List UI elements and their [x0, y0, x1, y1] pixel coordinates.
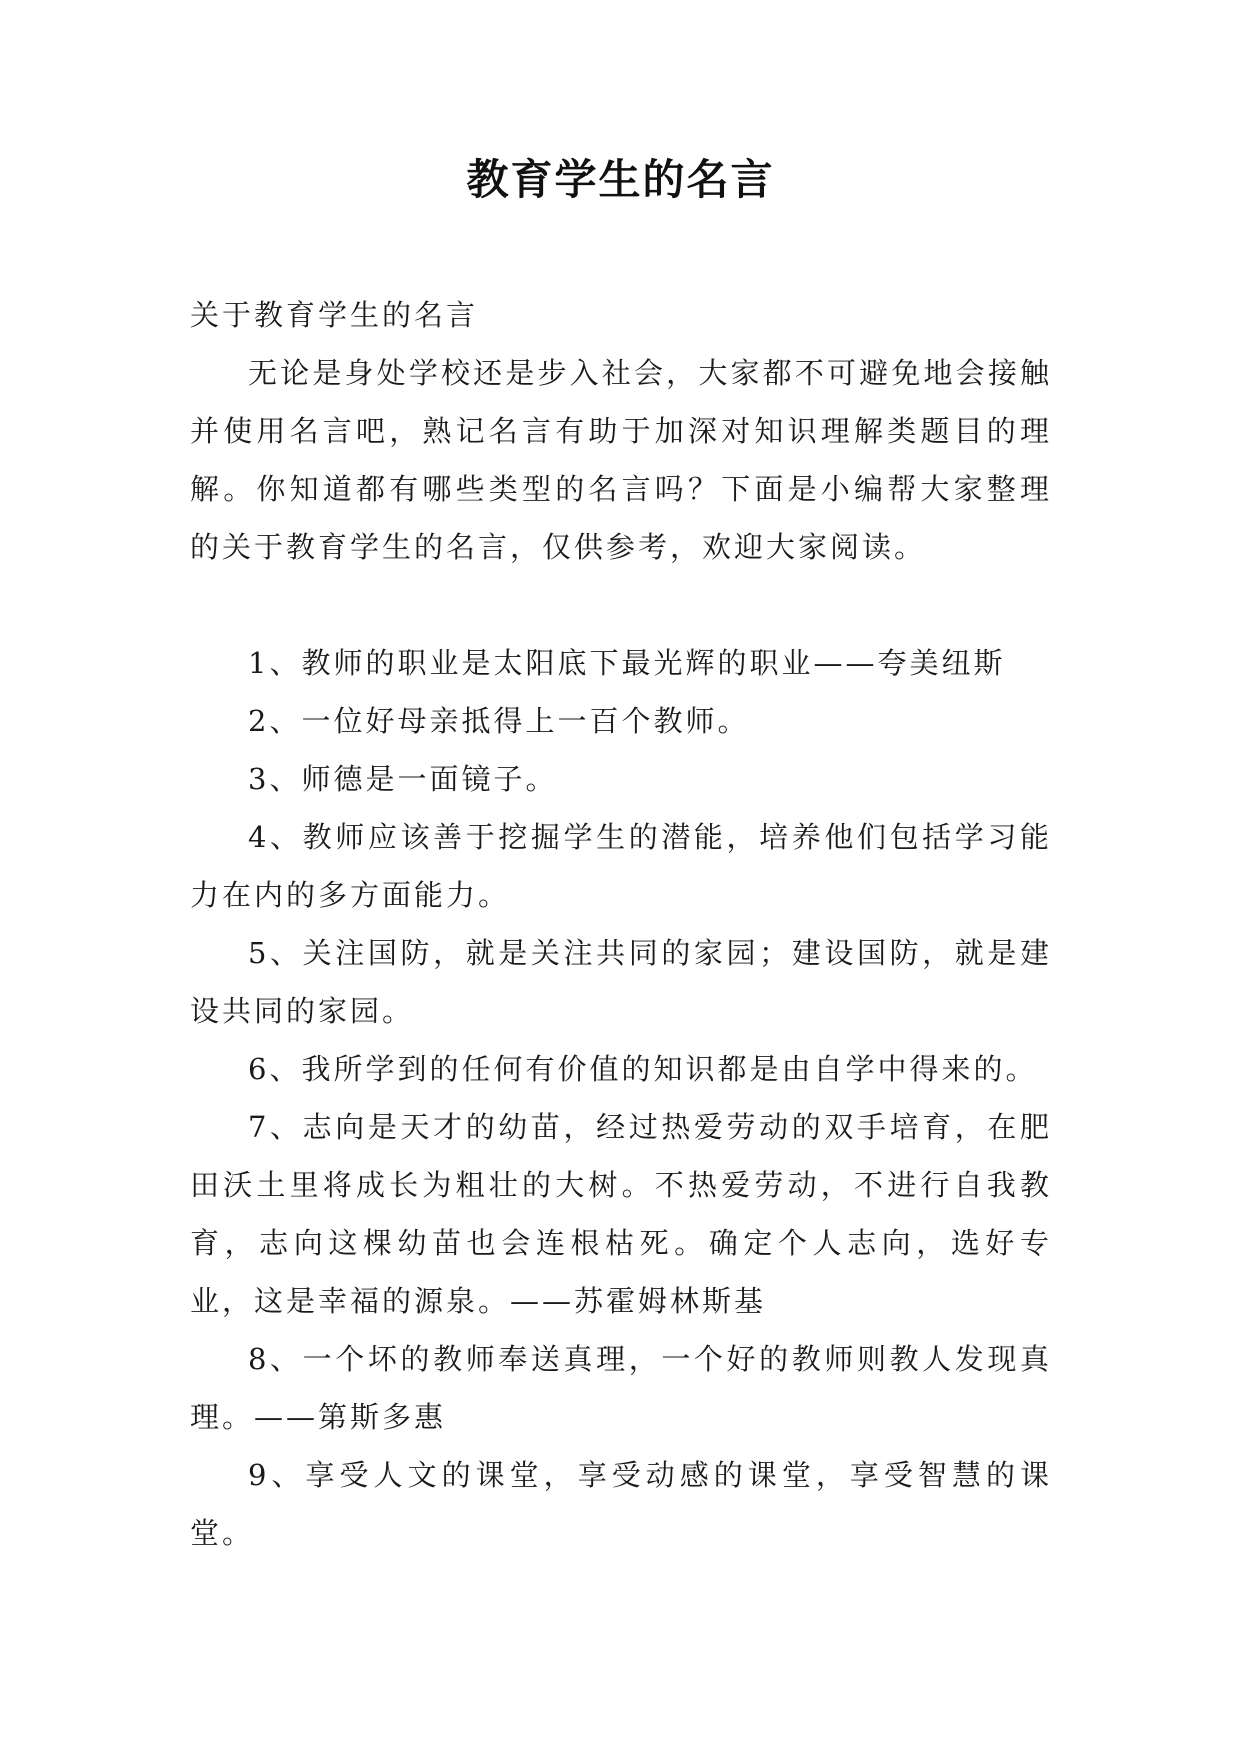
page-title: 教育学生的名言: [466, 155, 775, 204]
quote-item: 3、师德是一面镜子。: [248, 762, 558, 796]
quote-item: 2、一位好母亲抵得上一百个教师。: [248, 704, 750, 738]
paragraph-spacer: [190, 576, 1052, 634]
quote-item: 1、教师的职业是太阳底下最光辉的职业——夸美纽斯: [248, 646, 1006, 680]
intro-paragraph: 无论是身处学校还是步入社会，大家都不可避免地会接触并使用名言吧，熟记名言有助于加深对知识理解类题目的理解。你知道都有哪些类型的名言吗？下面是小编帮大家整理的关于教育学生的名言，仅供参考，欢迎大家阅读。: [190, 356, 1052, 564]
quote-item: 4、教师应该善于挖掘学生的潜能，培养他们包括学习能力在内的多方面能力。: [190, 820, 1052, 912]
subtitle: 关于教育学生的名言: [190, 298, 479, 332]
quote-item: 5、关注国防，就是关注共同的家园；建设国防，就是建设共同的家园。: [190, 936, 1052, 1028]
quote-item: 6、我所学到的任何有价值的知识都是由自学中得来的。: [248, 1052, 1038, 1086]
document-body: [190, 286, 1052, 1562]
quote-item: 9、享受人文的课堂，享受动感的课堂，享受智慧的课堂。: [190, 1458, 1052, 1550]
quote-item: 8、一个坏的教师奉送真理，一个好的教师则教人发现真理。——第斯多惠: [190, 1342, 1052, 1434]
quote-item: 7、志向是天才的幼苗，经过热爱劳动的双手培育，在肥田沃土里将成长为粗壮的大树。不热爱劳动，不进行自我教育，志向这棵幼苗也会连根枯死。确定个人志向，选好专业，这是幸福的源泉。——苏霍姆林斯基: [190, 1110, 1052, 1318]
